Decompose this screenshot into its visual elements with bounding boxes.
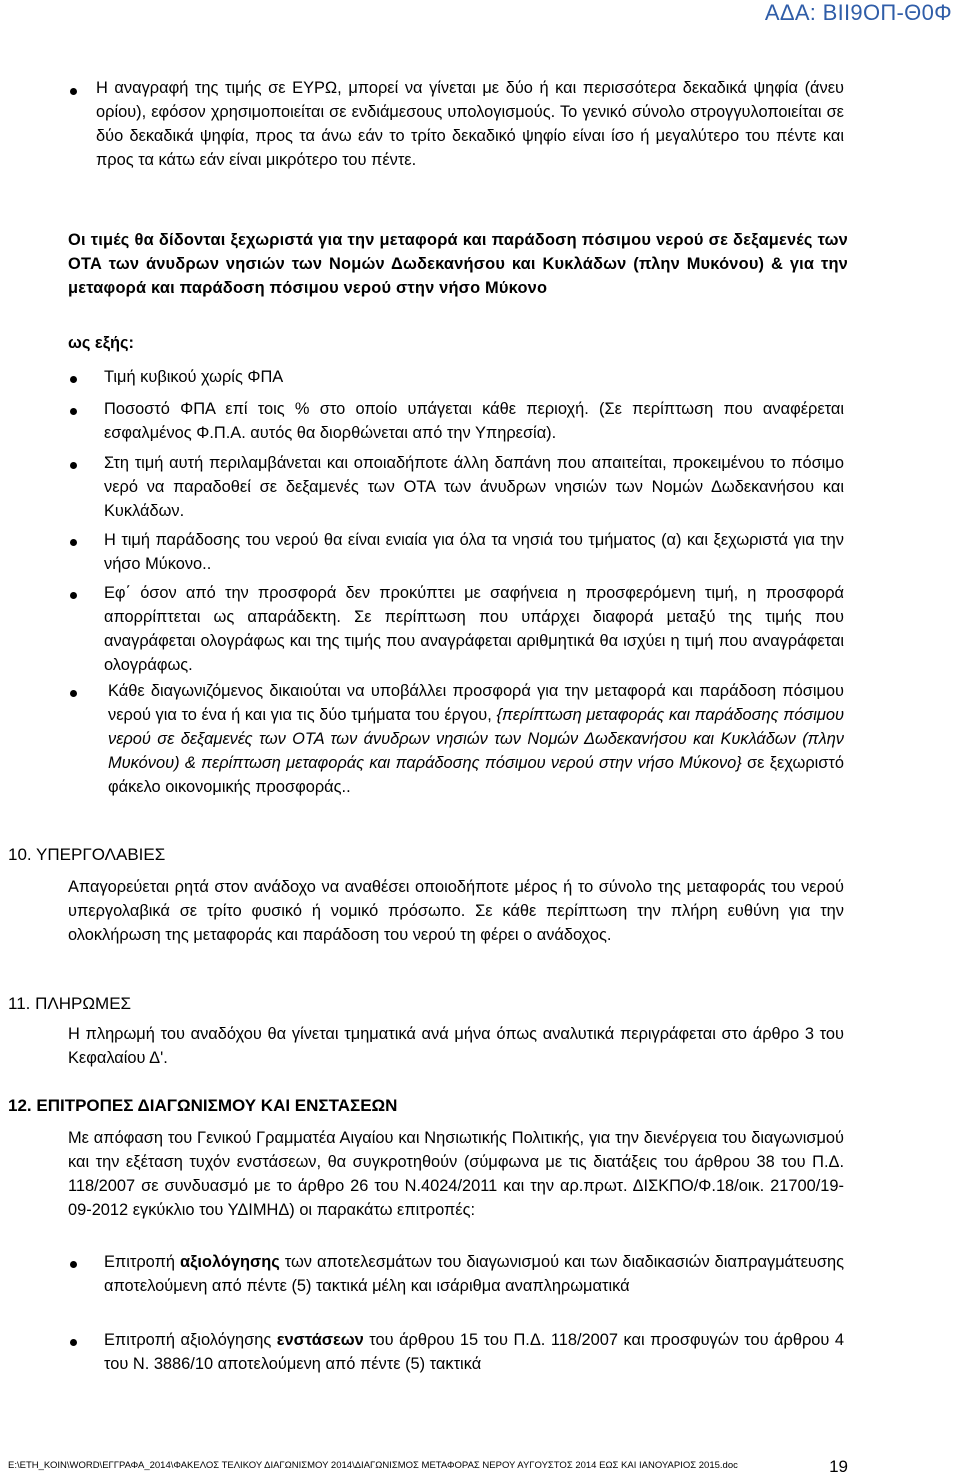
bullet-text-post: των αποτελεσμάτων του διαγωνισμού και των διαδικασιών διαπραγμάτευσης αποτελούμενη από πέντε (5) τακτικά μέλη και ισάριθμα αναπληρωματικά bbox=[104, 1253, 844, 1295]
bullet-icon bbox=[70, 88, 77, 95]
prices-intro: Οι τιμές θα δίδονται ξεχωριστά για την μεταφορά και παράδοση πόσιμου νερού σε δεξαμενές των ΟΤΑ των άνυδρων νησιών των Νομών Δωδεκανήσου και Κυκλάδων (πλην Μυκόνου) & για την μεταφορά και παράδοση πόσιμου νερού στην νήσο Μύκονο bbox=[68, 231, 848, 297]
section-text: Η πληρωμή του αναδόχου θα γίνεται τμηματικά ανά μήνα όπως αναλυτικά περιγράφεται στο άρθρο 3 του Κεφαλαίου Δ'. bbox=[68, 1025, 844, 1067]
bullet-text-bold: αξιολόγησης bbox=[180, 1253, 280, 1271]
bullet-text bbox=[104, 1250, 844, 1298]
bullet-text-pre: Επιτροπή bbox=[104, 1253, 180, 1271]
bullet-text-post: του άρθρου 15 του Π.Δ. 118/2007 και προσφυγών του άρθρου 4 του Ν. 3886/10 αποτελούμενη από πέντε (5) τακτικά bbox=[104, 1331, 844, 1373]
bullet-text: Τιμή κυβικού χωρίς ΦΠΑ bbox=[104, 368, 284, 386]
bullet-icon bbox=[70, 592, 77, 599]
bullet-icon bbox=[70, 376, 77, 383]
bullet-text-italic: {περίπτωση μεταφοράς και παράδοσης πόσιμου νερού σε δεξαμενές των ΟΤΑ των άνυδρων νησιών των Νομών Δωδεκανήσου και Κυκλάδων (πλην Μυκόνου) & περίπτωση μεταφοράς και παράδοσης πόσιμου νερού στην νήσο Μύκονο} bbox=[108, 706, 844, 772]
bullet-icon bbox=[70, 690, 77, 697]
section-heading: 11. ΠΛΗΡΩΜΕΣ bbox=[8, 994, 132, 1013]
bullet-text bbox=[108, 679, 844, 799]
bullet-icon bbox=[70, 1261, 77, 1268]
bullet-text: Η αναγραφή της τιμής σε ΕΥΡΩ, μπορεί να γίνεται με δύο ή και περισσότερα δεκαδικά ψηφία (άνευ ορίου), εφόσον χρησιμοποιείται σε ενδιάμεσους υπολογισμούς. Το γενικό σύνολο στρογγυλοποιείται σε δύο δεκαδικά ψηφία, προς τα άνω εάν το τρίτο δεκαδικό ψηφίο είναι ίσο ή μεγαλύτερο του πέντε και προς τα κάτω εάν είναι μικρότερο του πέντε. bbox=[96, 79, 844, 169]
page-number: 19 bbox=[829, 1457, 848, 1476]
bullet-text: Η τιμή παράδοσης του νερού θα είναι ενιαία για όλα τα νησιά του τμήματος (α) και ξεχωριστά για την νήσο Μύκονο.. bbox=[104, 531, 844, 573]
bullet-text: Εφ΄ όσον από την προσφορά δεν προκύπτει με σαφήνεια η προσφερόμενη τιμή, η προσφορά απορρίπτεται ως απαράδεκτη. Σε περίπτωση που υπάρχει διαφορά μεταξύ της τιμής που αναγράφεται ολογράφως και της τιμής που αναγράφεται αριθμητικά θα ισχύει η τιμή που αναγράφεται ολογράφως. bbox=[104, 584, 844, 674]
bullet-text-start: Κάθε διαγωνιζόμενος δικαιούται να υποβάλλει προσφορά για την μεταφορά και παράδοση πόσιμου νερού για το ένα ή και για τις δύο τμήματα του έργου, bbox=[108, 682, 844, 724]
bullet-icon bbox=[70, 462, 77, 469]
bullet-icon bbox=[70, 408, 77, 415]
footer-file-path: E:\ΕΤΗ_ΚΟΙΝ\WORD\ΕΓΓΡΑΦΑ_2014\ΦΑΚΕΛΟΣ ΤΕΛΙΚΟΥ ΔΙΑΓΩΝΙΣΜΟΥ 2014\ΔΙΑΓΩΝΙΣΜΟΣ ΜΕΤΑΦΟΡΑΣ ΝΕΡΟΥ ΑΥΓΟΥΣΤΟΣ 2014 ΕΩΣ ΚΑΙ ΙΑΝΟΥΑΡΙΟΣ 2015.doc bbox=[8, 1460, 738, 1471]
bullet-text-end: σε ξεχωριστό φάκελο οικονομικής προσφοράς.. bbox=[108, 754, 844, 796]
section-heading: 12. ΕΠΙΤΡΟΠΕΣ ΔΙΑΓΩΝΙΣΜΟΥ ΚΑΙ ΕΝΣΤΑΣΕΩΝ bbox=[8, 1096, 398, 1115]
bullet-text-bold: ενστάσεων bbox=[276, 1331, 364, 1349]
section-text: Απαγορεύεται ρητά στον ανάδοχο να αναθέσει οποιοδήποτε μέρος ή το σύνολο της μεταφοράς του νερού υπεργολαβικά σε τρίτο φυσικό ή νομικό πρόσωπο. Σε κάθε περίπτωση την πλήρη ευθύνη για την ολοκλήρωση της μεταφοράς και παράδοση του νερού τη φέρει ο ανάδοχος. bbox=[68, 878, 844, 944]
as-follows-label: ως εξής: bbox=[68, 334, 134, 352]
bullet-text: Στη τιμή αυτή περιλαμβάνεται και οποιαδήποτε άλλη δαπάνη που απαιτείται, προκειμένου το πόσιμο νερό να παραδοθεί σε δεξαμενές των ΟΤΑ των άνυδρων νησιών των Νομών Δωδεκανήσου και Κυκλάδων. bbox=[104, 454, 844, 520]
bullet-text: Ποσοστό ΦΠΑ επί τοις % στο οποίο υπάγεται κάθε περιοχή. (Σε περίπτωση που αναφέρεται εσφαλμένος Φ.Π.Α. αυτός θα διορθώνεται από την Υπηρεσία). bbox=[104, 400, 844, 442]
section-heading: 10. ΥΠΕΡΓΟΛΑΒΙΕΣ bbox=[8, 845, 166, 864]
bullet-text bbox=[104, 1328, 844, 1376]
bullet-text-pre: Επιτροπή αξιολόγησης bbox=[104, 1331, 277, 1349]
section-text: Με απόφαση του Γενικού Γραμματέα Αιγαίου και Νησιωτικής Πολιτικής, για την διενέργεια του διαγωνισμού και την εξέταση τυχόν ενστάσεων, θα συγκροτηθούν (σύμφωνα με τις διατάξεις του άρθρου 38 του Π.Δ. 118/2007 σε συνδυασμό με το άρθρο 26 του Ν.4024/2011 και την αρ.πρωτ. ΔΙΣΚΠΟ/Φ.18/οικ. 21700/19-09-2012 εγκύκλιο του ΥΔΙΜΗΔ) οι παρακάτω επιτροπές: bbox=[68, 1129, 844, 1219]
bullet-icon bbox=[70, 1339, 77, 1346]
bullet-icon bbox=[70, 539, 77, 546]
ada-code: ΑΔΑ: ΒΙΙ9ΟΠ-Θ0Φ bbox=[764, 0, 952, 25]
